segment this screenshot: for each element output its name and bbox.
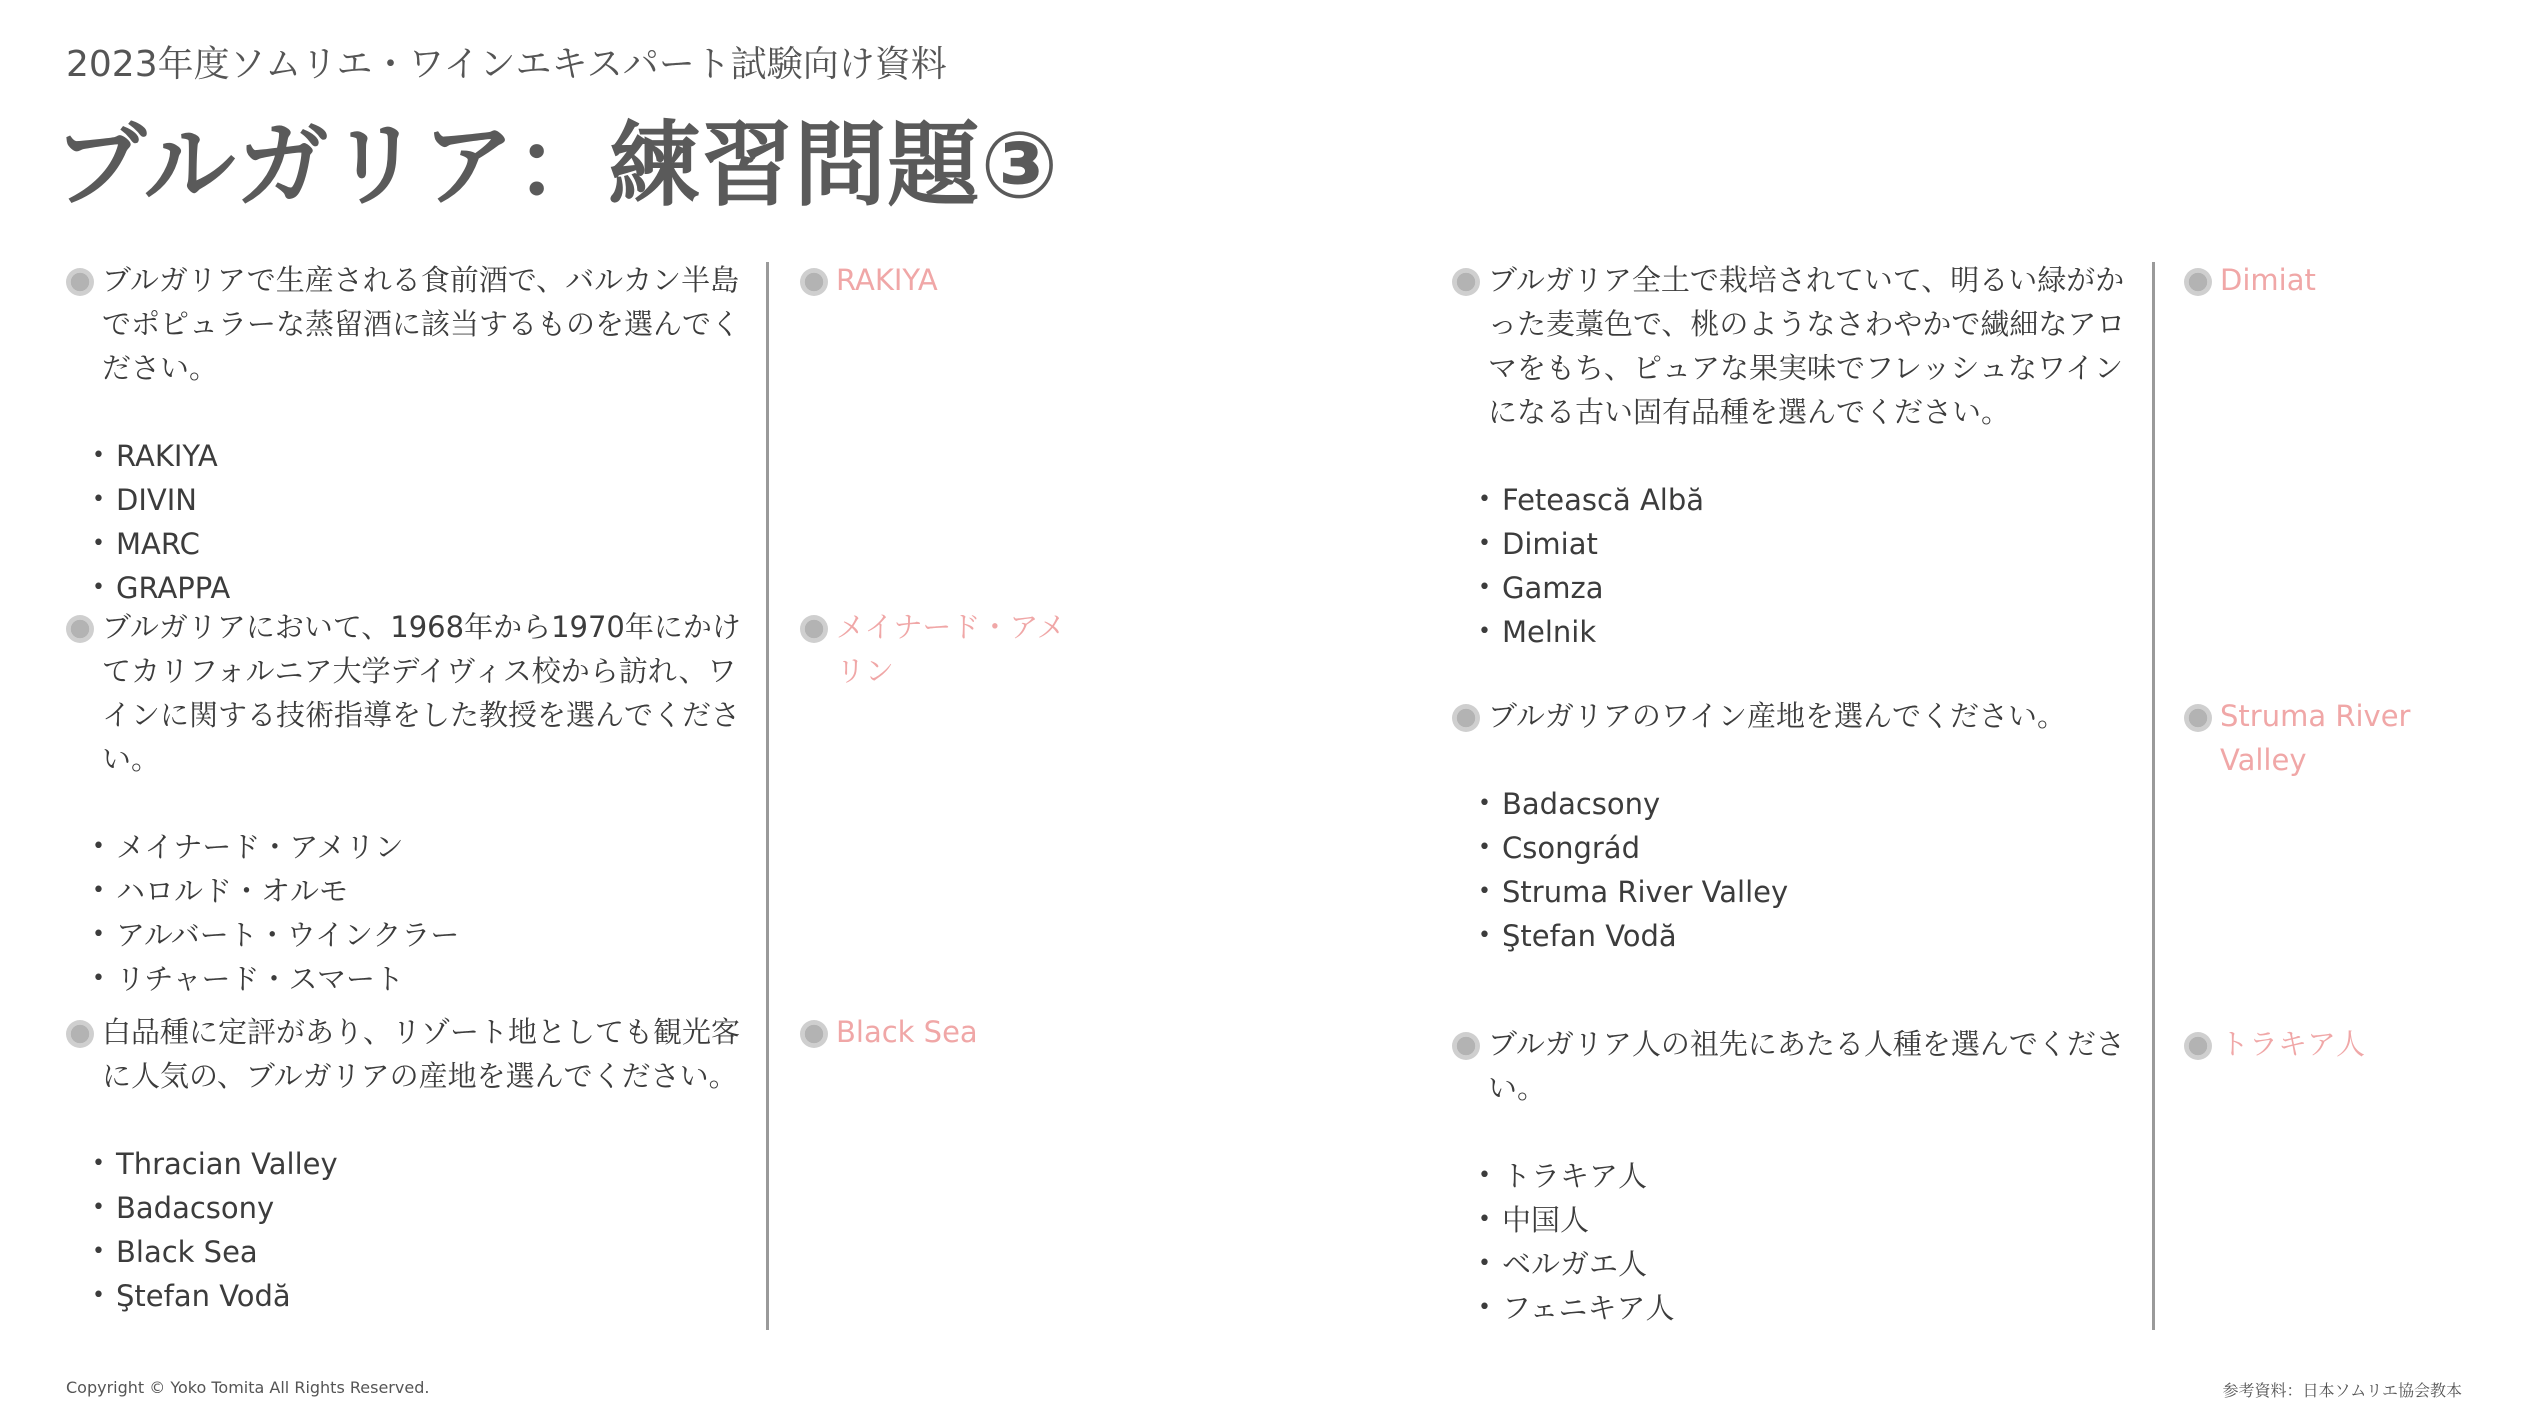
answer-block-2 (800, 605, 1070, 693)
question-text: ブルガリアで生産される食前酒で、バルカン半島でポピュラーな蒸留酒に該当するものを選んでください。 (102, 263, 741, 385)
option-item: • トラキア人 (1478, 1154, 2144, 1198)
option-item: • Thracian Valley (92, 1142, 758, 1186)
option-item: • Gamza (1478, 566, 2144, 610)
option-item: • リチャード・スマート (92, 957, 758, 1001)
answer-bullet-icon (2184, 704, 2212, 732)
question-block-5 (1452, 694, 2144, 958)
question-block-2 (66, 605, 758, 1001)
answer-text: トラキア人 (2220, 1027, 2366, 1061)
option-item: • GRAPPA (92, 566, 758, 610)
answer-bullet-icon (2184, 1032, 2212, 1060)
option-item: • 中国人 (1478, 1198, 2144, 1242)
answer-bullet-icon (2184, 268, 2212, 296)
option-item: • Ştefan Vodă (1478, 914, 2144, 958)
answer-block-1 (800, 258, 1070, 302)
option-list (66, 434, 758, 610)
option-list (66, 1142, 758, 1318)
option-item: • ハロルド・オルモ (92, 869, 758, 913)
answer-bullet-icon (800, 268, 828, 296)
option-item: • Csongrád (1478, 826, 2144, 870)
option-list (1452, 478, 2144, 654)
question-block-6 (1452, 1022, 2144, 1330)
question-bullet-icon (66, 268, 94, 296)
answer-bullet-icon (800, 1020, 828, 1048)
deck-subtitle: 2023年度ソムリエ・ワインエキスパート試験向け資料 (66, 44, 947, 85)
answer-bullet-icon (800, 615, 828, 643)
option-item: • Fetească Albă (1478, 478, 2144, 522)
question-block-3 (66, 1010, 758, 1318)
question-block-1 (66, 258, 758, 610)
question-bullet-icon (66, 615, 94, 643)
question-text: ブルガリア全土で栽培されていて、明るい緑がかった麦藁色で、桃のようなさわやかで繊細なアロマをもち、ピュアな果実味でフレッシュなワインになる古い固有品種を選んでください。 (1488, 263, 2126, 429)
question-text: ブルガリア人の祖先にあたる人種を選んでください。 (1488, 1027, 2125, 1105)
option-item: • Ştefan Vodă (92, 1274, 758, 1318)
answer-block-6 (2184, 1022, 2454, 1066)
option-item: • Badacsony (92, 1186, 758, 1230)
answer-block-5 (2184, 694, 2454, 782)
answer-text: Black Sea (836, 1015, 978, 1049)
option-item: • MARC (92, 522, 758, 566)
answer-text: Dimiat (2220, 263, 2316, 297)
option-item: • RAKIYA (92, 434, 758, 478)
answer-text: Struma River Valley (2220, 699, 2411, 777)
answer-text: RAKIYA (836, 263, 938, 297)
question-text: 白品種に定評があり、リゾート地としても観光客に人気の、ブルガリアの産地を選んでください。 (102, 1015, 741, 1093)
option-item: • Melnik (1478, 610, 2144, 654)
option-item: • アルバート・ウインクラー (92, 913, 758, 957)
option-list (1452, 1154, 2144, 1330)
question-block-4 (1452, 258, 2144, 654)
question-text: ブルガリアのワイン産地を選んでください。 (1488, 699, 2066, 733)
reference-note: 参考資料：日本ソムリエ協会教本 (2222, 1381, 2462, 1400)
right-column-divider (2152, 262, 2155, 1330)
question-bullet-icon (66, 1020, 94, 1048)
question-text: ブルガリアにおいて、1968年から1970年にかけてカリフォルニア大学デイヴィス校から訪れ、ワインに関する技術指導をした教授を選んでください。 (102, 610, 741, 776)
copyright-notice: Copyright © Yoko Tomita All Rights Reserved. (66, 1378, 430, 1397)
question-bullet-icon (1452, 704, 1480, 732)
page-title: ブルガリア：練習問題③ (54, 112, 1060, 219)
answer-block-3 (800, 1010, 1070, 1054)
option-list (66, 825, 758, 1001)
option-item: • メイナード・アメリン (92, 825, 758, 869)
option-item: • フェニキア人 (1478, 1286, 2144, 1330)
option-item: • DIVIN (92, 478, 758, 522)
option-list (1452, 782, 2144, 958)
answer-block-4 (2184, 258, 2454, 302)
option-item: • Struma River Valley (1478, 870, 2144, 914)
option-item: • Dimiat (1478, 522, 2144, 566)
option-item: • Badacsony (1478, 782, 2144, 826)
question-bullet-icon (1452, 268, 1480, 296)
option-item: • Black Sea (92, 1230, 758, 1274)
left-column-divider (766, 262, 769, 1330)
answer-text: メイナード・アメリン (836, 610, 1066, 688)
question-bullet-icon (1452, 1032, 1480, 1060)
option-item: • ベルガエ人 (1478, 1242, 2144, 1286)
